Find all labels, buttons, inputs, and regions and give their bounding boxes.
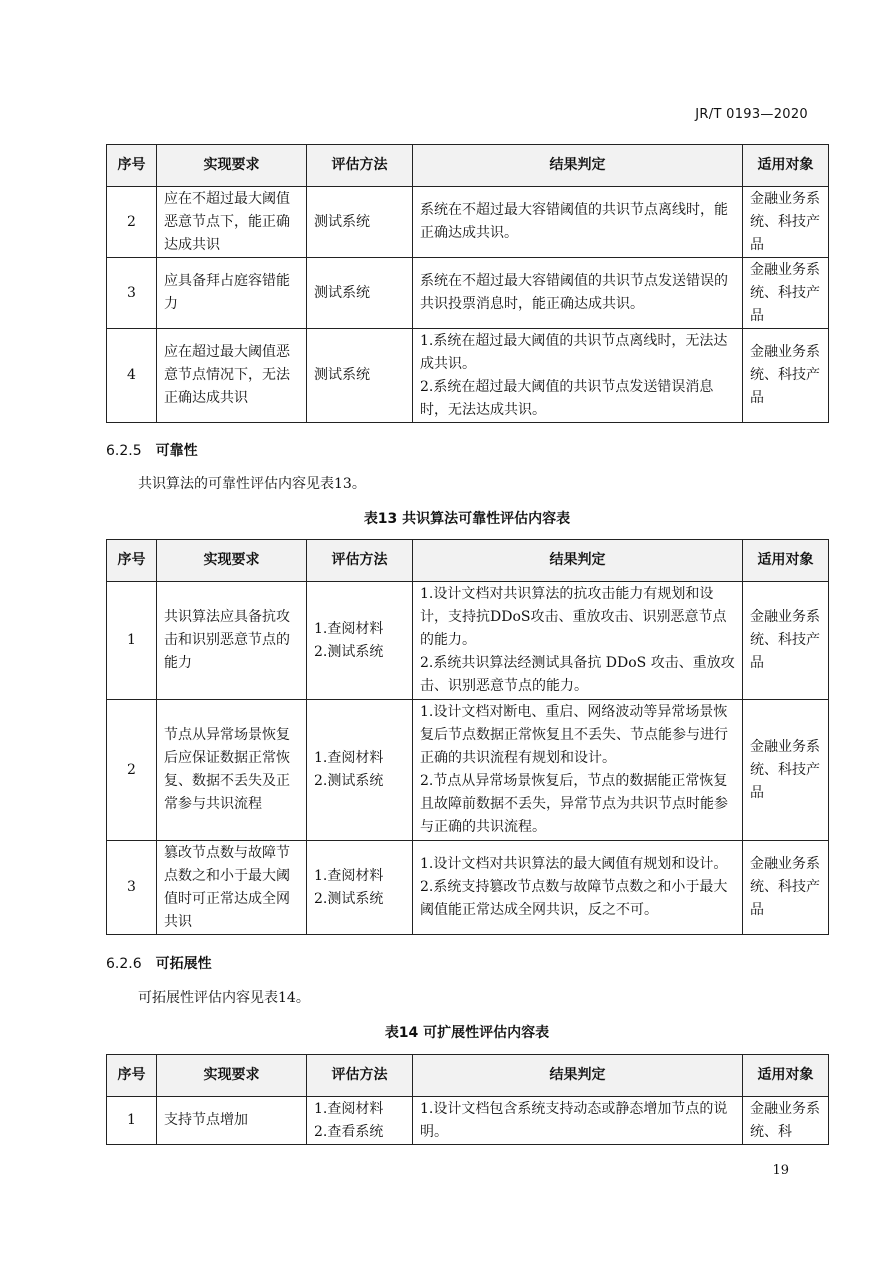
row-target: 金融业务系统、科技产品 [743, 582, 829, 700]
row-method: 测试系统 [307, 329, 413, 423]
col-header-requirement: 实现要求 [157, 1055, 307, 1097]
section-heading-scalability [106, 953, 212, 973]
row-result: 1.设计文档包含系统支持动态或静态增加节点的说明。 [413, 1097, 743, 1145]
row-method: 测试系统 [307, 258, 413, 329]
row-result: 1.设计文档对共识算法的抗攻击能力有规划和设计，支持抗DDoS攻击、重放攻击、识别恶意节点的能力。 2.系统共识算法经测试具备抗 DDoS 攻击、重放攻击、识别恶意节点的能力。 [413, 582, 743, 700]
row-result: 1.系统在超过最大阈值的共识节点离线时，无法达成共识。 2.系统在超过最大阈值的共识节点发送错误消息时，无法达成共识。 [413, 329, 743, 423]
table-row [107, 700, 829, 841]
col-header-requirement: 实现要求 [157, 540, 307, 582]
row-target: 金融业务系统、科技产品 [743, 700, 829, 841]
section-heading-reliability [106, 440, 198, 460]
row-index: 1 [107, 582, 157, 700]
table-row [107, 258, 829, 329]
row-requirement: 篡改节点数与故障节点数之和小于最大阈值时可正常达成全网共识 [157, 841, 307, 935]
row-requirement: 共识算法应具备抗攻击和识别恶意节点的能力 [157, 582, 307, 700]
row-target: 金融业务系统、科技产品 [743, 329, 829, 423]
col-header-target: 适用对象 [743, 1055, 829, 1097]
table-13 [106, 539, 829, 935]
row-requirement: 应具备拜占庭容错能力 [157, 258, 307, 329]
row-result: 1.设计文档对共识算法的最大阈值有规划和设计。 2.系统支持篡改节点数与故障节点数之和小于最大阈值能正常达成全网共识，反之不可。 [413, 841, 743, 935]
row-index: 3 [107, 841, 157, 935]
row-result: 系统在不超过最大容错阈值的共识节点离线时，能正确达成共识。 [413, 187, 743, 258]
section-title: 可拓展性 [155, 956, 212, 972]
row-result: 1.设计文档对断电、重启、网络波动等异常场景恢复后节点数据正常恢复且不丢失、节点能参与进行正确的共识流程有规划和设计。 2.节点从异常场景恢复后，节点的数据能正常恢复且故障前数据不丢失，异常节点为共识节点时能参与正确的共识流程。 [413, 700, 743, 841]
col-header-index: 序号 [107, 1055, 157, 1097]
table-continued [106, 144, 829, 423]
row-method: 1.查阅材料 2.测试系统 [307, 700, 413, 841]
col-header-result: 结果判定 [413, 145, 743, 187]
doc-code: JR/T 0193—2020 [695, 107, 808, 122]
row-target: 金融业务系统、科技产品 [743, 187, 829, 258]
row-method: 1.查阅材料 2.测试系统 [307, 841, 413, 935]
row-method: 1.查阅材料 2.测试系统 [307, 582, 413, 700]
section-number: 6.2.5 [106, 443, 142, 459]
row-requirement: 节点从异常场景恢复后应保证数据正常恢复、数据不丢失及正常参与共识流程 [157, 700, 307, 841]
table-header-row [107, 540, 829, 582]
table-14 [106, 1054, 829, 1145]
row-requirement: 应在超过最大阈值恶意节点情况下，无法正确达成共识 [157, 329, 307, 423]
col-header-result: 结果判定 [413, 1055, 743, 1097]
section-number: 6.2.6 [106, 956, 142, 972]
row-method: 1.查阅材料 2.查看系统 [307, 1097, 413, 1145]
col-header-target: 适用对象 [743, 145, 829, 187]
row-index: 3 [107, 258, 157, 329]
col-header-method: 评估方法 [307, 540, 413, 582]
row-index: 1 [107, 1097, 157, 1145]
col-header-requirement: 实现要求 [157, 145, 307, 187]
table-row [107, 187, 829, 258]
table-row [107, 841, 829, 935]
row-target: 金融业务系统、科 [743, 1097, 829, 1145]
paragraph: 共识算法的可靠性评估内容见表13。 [138, 476, 366, 492]
row-requirement: 应在不超过最大阈值恶意节点下，能正确达成共识 [157, 187, 307, 258]
table-row [107, 582, 829, 700]
table-caption: 表14 可扩展性评估内容表 [384, 1025, 550, 1041]
col-header-result: 结果判定 [413, 540, 743, 582]
page-number: 19 [772, 1163, 789, 1178]
table-header-row [107, 1055, 829, 1097]
row-result: 系统在不超过最大容错阈值的共识节点发送错误的共识投票消息时，能正确达成共识。 [413, 258, 743, 329]
col-header-method: 评估方法 [307, 1055, 413, 1097]
row-index: 4 [107, 329, 157, 423]
table-row [107, 1097, 829, 1145]
row-target: 金融业务系统、科技产品 [743, 258, 829, 329]
row-index: 2 [107, 700, 157, 841]
paragraph: 可拓展性评估内容见表14。 [138, 990, 310, 1006]
table-row [107, 329, 829, 423]
row-requirement: 支持节点增加 [157, 1097, 307, 1145]
row-target: 金融业务系统、科技产品 [743, 841, 829, 935]
table-caption: 表13 共识算法可靠性评估内容表 [363, 511, 571, 527]
row-method: 测试系统 [307, 187, 413, 258]
section-title: 可靠性 [155, 443, 198, 459]
col-header-method: 评估方法 [307, 145, 413, 187]
col-header-target: 适用对象 [743, 540, 829, 582]
col-header-index: 序号 [107, 145, 157, 187]
col-header-index: 序号 [107, 540, 157, 582]
row-index: 2 [107, 187, 157, 258]
table-header-row [107, 145, 829, 187]
